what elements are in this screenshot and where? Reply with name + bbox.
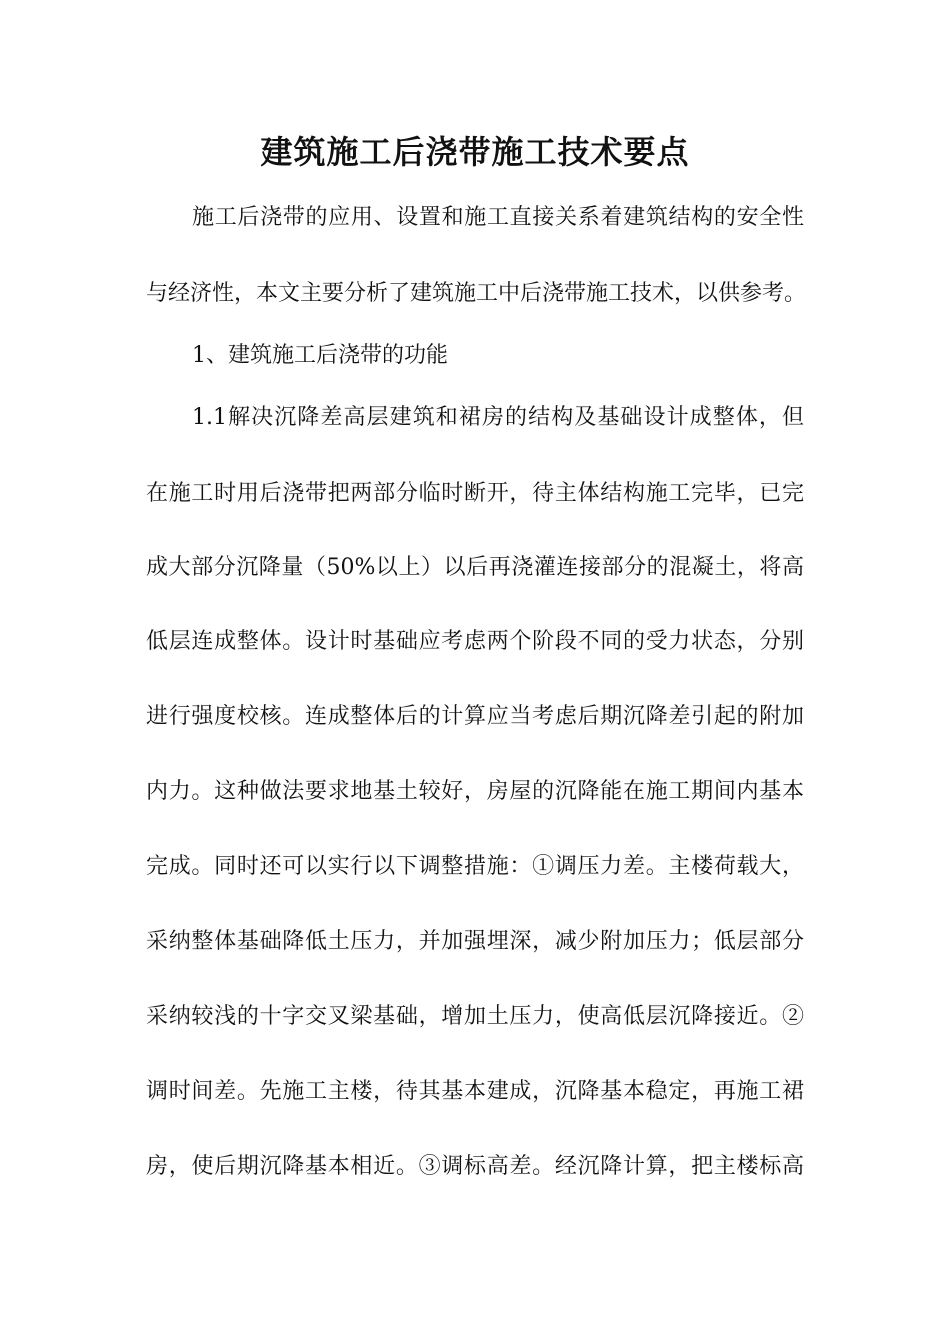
paragraph-line: 成大部分沉降量（50%以上）以后再浇灌连接部分的混凝土，将高 [146,555,804,580]
paragraph-line: 施工后浇带的应用、设置和施工直接关系着建筑结构的安全性 [192,205,804,230]
paragraph-line: 调时间差。先施工主楼，待其基本建成，沉降基本稳定，再施工裙 [146,1079,804,1104]
paragraph-line: 在施工时用后浇带把两部分临时断开，待主体结构施工完毕，已完 [146,481,804,506]
paragraph-line: 低层连成整体。设计时基础应考虑两个阶段不同的受力状态，分别 [146,629,804,654]
paragraph-line: 内力。这种做法要求地基土较好，房屋的沉降能在施工期间内基本 [146,779,804,804]
paragraph-line: 采纳较浅的十字交叉梁基础，增加土压力，使高低层沉降接近。② [146,1004,804,1029]
page-title: 建筑施工后浇带施工技术要点 [260,133,690,171]
paragraph-line: 进行强度校核。连成整体后的计算应当考虑后期沉降差引起的附加 [146,704,804,729]
paragraph-line: 1.1解决沉降差高层建筑和裙房的结构及基础设计成整体，但 [192,405,804,430]
section-heading: 1、建筑施工后浇带的功能 [192,343,448,368]
paragraph-line: 完成。同时还可以实行以下调整措施：①调压力差。主楼荷载大， [146,854,804,879]
paragraph-line: 采纳整体基础降低土压力，并加强埋深，减少附加压力；低层部分 [146,929,804,954]
paragraph-line: 与经济性，本文主要分析了建筑施工中后浇带施工技术，以供参考。 [146,281,807,306]
paragraph-line: 房，使后期沉降基本相近。③调标高差。经沉降计算，把主楼标高 [146,1154,804,1179]
